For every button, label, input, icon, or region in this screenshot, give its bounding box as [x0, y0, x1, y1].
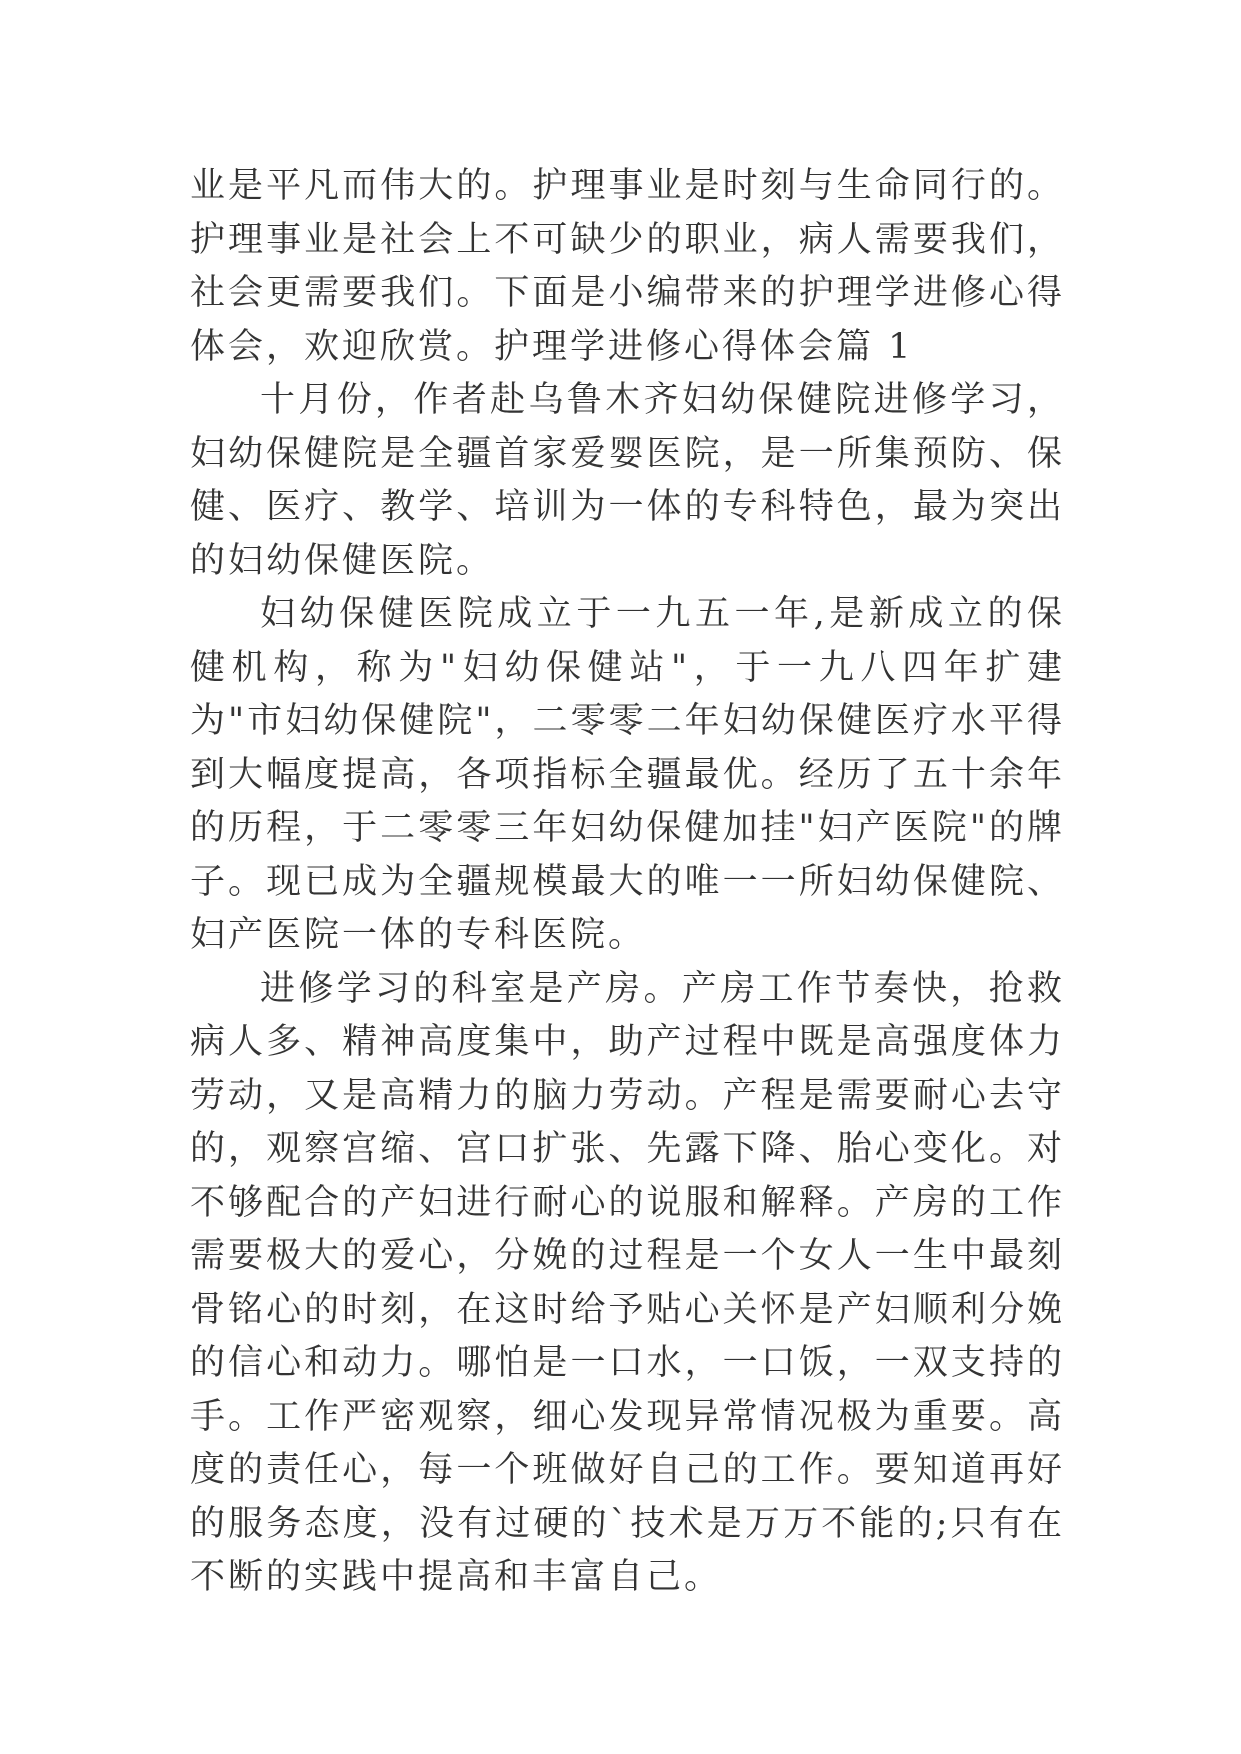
paragraph-hospital-history: 妇幼保健医院成立于一九五一年,是新成立的保健机构，称为"妇幼保健站"，于一九八四年扩建为"市妇幼保健院"，二零零二年妇幼保健医疗水平得到大幅度提高，各项指标全疆最优。经历了五十余年的历程，于二零零三年妇幼保健加挂"妇产医院"的牌子。现已成为全疆规模最大的唯一一所妇幼保健院、妇产医院一体的专科医院。	[190, 594, 1065, 955]
paragraph-delivery-room: 进修学习的科室是产房。产房工作节奏快，抢救病人多、精神高度集中，助产过程中既是高强度体力劳动，又是高精力的脑力劳动。产程是需要耐心去守的，观察宫缩、宫口扩张、先露下降、胎心变化。对不够配合的产妇进行耐心的说服和解释。产房的工作需要极大的爱心，分娩的过程是一个女人一生中最刻骨铭心的时刻，在这时给予贴心关怀是产妇顺利分娩的信心和动力。哪怕是一口水，一口饭，一双支持的手。工作严密观察，细心发现异常情况极为重要。高度的责任心，每一个班做好自己的工作。要知道再好的服务态度，没有过硬的`技术是万万不能的;只有在不断的实践中提高和丰富自己。	[190, 968, 1065, 1597]
paragraph-hospital-intro: 十月份，作者赴乌鲁木齐妇幼保健院进修学习，妇幼保健院是全疆首家爱婴医院，是一所集预防、保健、医疗、教学、培训为一体的专科特色，最为突出的妇幼保健医院。	[190, 380, 1065, 581]
paragraph-intro: 业是平凡而伟大的。护理事业是时刻与生命同行的。护理事业是社会上不可缺少的职业，病人需要我们，社会更需要我们。下面是小编带来的护理学进修心得体会，欢迎欣赏。护理学进修心得体会篇 1	[190, 166, 1065, 367]
document-body	[190, 160, 1065, 1605]
